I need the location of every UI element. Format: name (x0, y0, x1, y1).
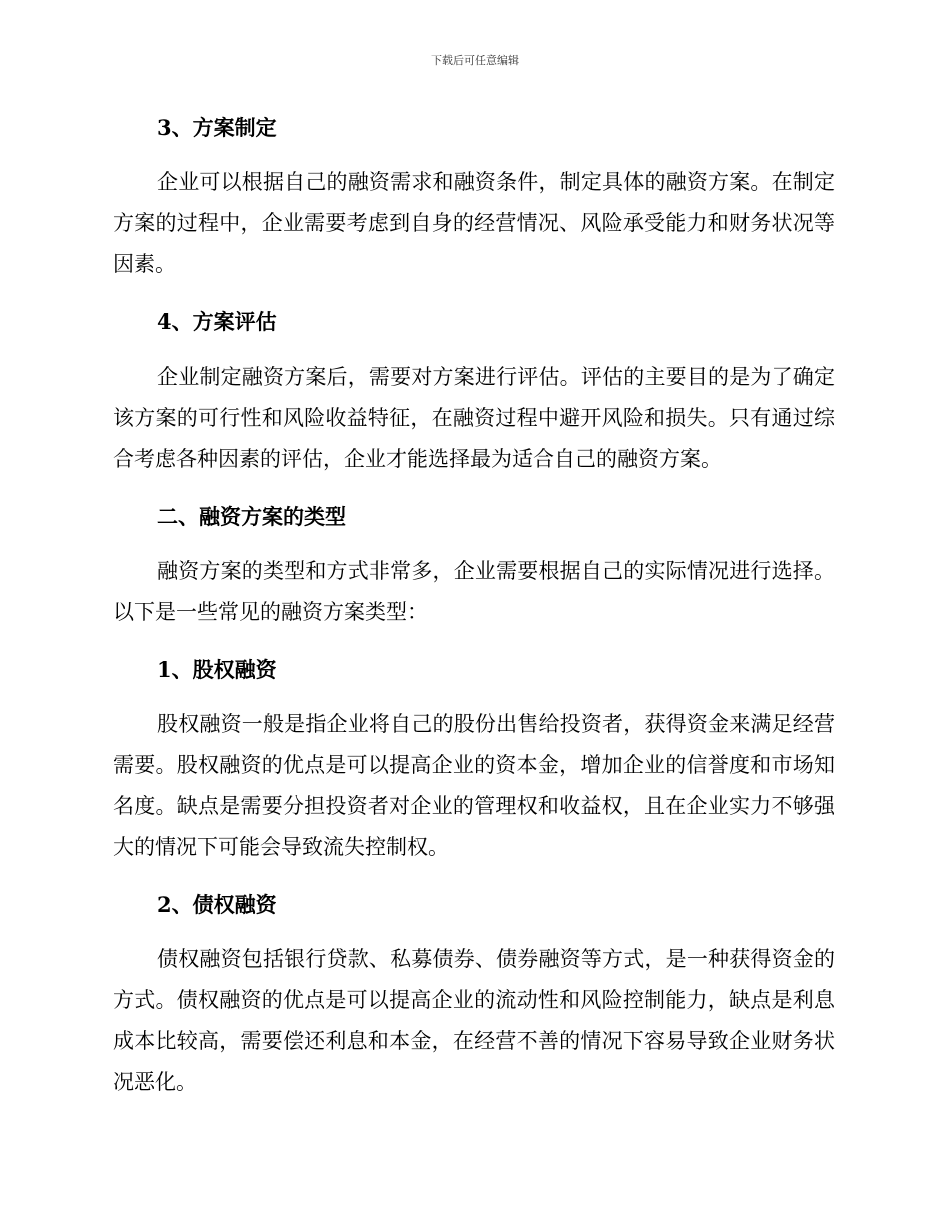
section-paragraph: 股权融资一般是指企业将自己的股份出售给投资者，获得资金来满足经营需要。股权融资的优点是可以提高企业的资本金，增加企业的信誉度和市场知名度。缺点是需要分担投资者对企业的管理权和收益权，且在企业实力不够强大的情况下可能会导致流失控制权。 (113, 712, 835, 859)
page-header: 下载后可任意编辑 (431, 54, 519, 67)
section-heading: 3、方案制定 (157, 115, 277, 140)
section-heading: 2、债权融资 (157, 892, 277, 917)
section-heading: 4、方案评估 (157, 309, 277, 334)
section-paragraph: 企业制定融资方案后，需要对方案进行评估。评估的主要目的是为了确定该方案的可行性和风险收益特征，在融资过程中避开风险和损失。只有通过综合考虑各种因素的评估，企业才能选择最为适合自己的融资方案。 (113, 365, 835, 471)
section-heading: 二、融资方案的类型 (157, 504, 346, 529)
section-heading: 1、股权融资 (157, 657, 277, 682)
section-paragraph: 债权融资包括银行贷款、私募债券、债券融资等方式，是一种获得资金的方式。债权融资的优点是可以提高企业的流动性和风险控制能力，缺点是利息成本比较高，需要偿还利息和本金，在经营不善的情况下容易导致企业财务状况恶化。 (113, 947, 835, 1094)
section-paragraph: 融资方案的类型和方式非常多，企业需要根据自己的实际情况进行选择。以下是一些常见的融资方案类型： (113, 559, 835, 624)
section-paragraph: 企业可以根据自己的融资需求和融资条件，制定具体的融资方案。在制定方案的过程中，企业需要考虑到自身的经营情况、风险承受能力和财务状况等因素。 (113, 170, 835, 276)
